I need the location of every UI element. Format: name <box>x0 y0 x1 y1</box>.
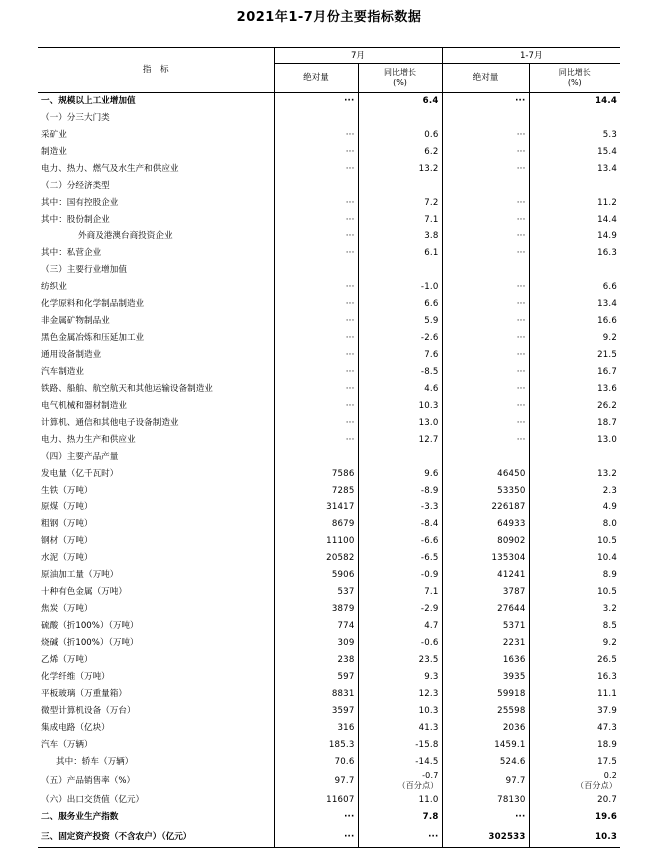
ytd-yoy-cell: 18.7 <box>529 414 620 431</box>
table-row <box>38 618 620 635</box>
ytd-yoy-header-label: 同比增长 <box>558 68 591 77</box>
table-row <box>38 601 620 618</box>
month-yoy-cell: -0.6 <box>358 635 442 652</box>
table-row <box>38 228 620 245</box>
ytd-abs-cell: ··· <box>442 194 529 211</box>
ytd-abs-cell <box>442 262 529 279</box>
ytd-yoy-cell: 26.2 <box>529 397 620 414</box>
month-yoy-cell: 6.6 <box>358 296 442 313</box>
month-yoy-cell: -1.0 <box>358 279 442 296</box>
month-abs-cell: ··· <box>274 143 358 160</box>
month-yoy-cell: 23.5 <box>358 651 442 668</box>
ytd-abs-cell: ··· <box>442 126 529 143</box>
row-label: 纺织业 <box>41 282 67 293</box>
row-label: 平板玻璃（万重量箱） <box>41 688 127 699</box>
table-row <box>38 792 620 809</box>
ytd-yoy-cell: 13.4 <box>529 160 620 177</box>
month-yoy-cell: 41.3 <box>358 719 442 736</box>
ytd-yoy-note: （百分点） <box>576 781 618 790</box>
table-row <box>38 380 620 397</box>
ytd-yoy-cell: 6.6 <box>529 279 620 296</box>
row-label: 电力、热力、燃气及水生产和供应业 <box>41 163 179 174</box>
month-abs-cell <box>274 177 358 194</box>
month-abs-cell: 597 <box>274 668 358 685</box>
table-row <box>38 177 620 194</box>
month-yoy-header <box>358 64 442 93</box>
indicator-header: 指 标 <box>38 48 274 93</box>
table-row <box>38 770 620 792</box>
table-row <box>38 753 620 770</box>
ytd-yoy-cell: 11.1 <box>529 685 620 702</box>
ytd-abs-cell <box>442 177 529 194</box>
row-label: 发电量（亿千瓦时） <box>41 468 119 479</box>
row-label: 其中：股份制企业 <box>41 214 110 225</box>
row-label: （四）主要产品产量 <box>41 451 119 462</box>
month-yoy-cell: -0.9 <box>358 567 442 584</box>
month-abs-cell: 309 <box>274 635 358 652</box>
row-label: （五）产品销售率（%） <box>41 776 136 786</box>
month-abs-cell: ··· <box>274 431 358 448</box>
month-yoy-cell: -3.3 <box>358 499 442 516</box>
ytd-yoy-cell: 17.5 <box>529 753 620 770</box>
row-label: 生铁（万吨） <box>41 485 93 496</box>
month-abs-cell: 238 <box>274 651 358 668</box>
row-label: 汽车制造业 <box>41 366 84 377</box>
month-abs-cell: ··· <box>274 826 358 848</box>
month-yoy-cell <box>358 262 442 279</box>
ytd-abs-cell: ··· <box>442 279 529 296</box>
month-yoy-cell: 9.3 <box>358 668 442 685</box>
month-abs-cell: 8831 <box>274 685 358 702</box>
month-yoy-cell: 5.9 <box>358 313 442 330</box>
ytd-abs-cell: 80902 <box>442 533 529 550</box>
month-abs-cell: ··· <box>274 414 358 431</box>
month-yoy-cell: 6.4 <box>358 93 442 110</box>
ytd-abs-cell: ··· <box>442 809 529 826</box>
month-yoy-cell: 12.3 <box>358 685 442 702</box>
table-row <box>38 448 620 465</box>
ytd-yoy-cell: 8.9 <box>529 567 620 584</box>
month-abs-cell: ··· <box>274 211 358 228</box>
ytd-abs-cell: 3787 <box>442 584 529 601</box>
month-yoy-cell: -2.6 <box>358 330 442 347</box>
ytd-yoy-cell: 2.3 <box>529 482 620 499</box>
month-abs-cell: ··· <box>274 279 358 296</box>
row-label: 微型计算机设备（万台） <box>41 705 136 716</box>
table-row <box>38 262 620 279</box>
ytd-abs-cell: ··· <box>442 347 529 364</box>
table-row <box>38 736 620 753</box>
month-abs-cell: 3879 <box>274 601 358 618</box>
row-label: 电力、热力生产和供应业 <box>41 434 136 445</box>
month-yoy-note: （百分点） <box>397 781 439 790</box>
row-label: 二、服务业生产指数 <box>41 812 119 823</box>
ytd-abs-cell <box>442 448 529 465</box>
month-yoy-cell: 12.7 <box>358 431 442 448</box>
ytd-yoy-cell: 4.9 <box>529 499 620 516</box>
month-yoy-cell: ··· <box>358 826 442 848</box>
ytd-yoy-cell: 9.2 <box>529 635 620 652</box>
row-label: 采矿业 <box>41 129 67 140</box>
month-abs-cell: ··· <box>274 296 358 313</box>
row-label: （一）分三大门类 <box>41 112 110 123</box>
month-yoy-cell: 13.2 <box>358 160 442 177</box>
month-abs-cell: 31417 <box>274 499 358 516</box>
ytd-abs-cell: ··· <box>442 397 529 414</box>
ytd-abs-cell: 135304 <box>442 550 529 567</box>
row-label: 原油加工量（万吨） <box>41 570 119 581</box>
month-abs-cell: ··· <box>274 228 358 245</box>
ytd-abs-cell: 226187 <box>442 499 529 516</box>
ytd-yoy-cell <box>529 262 620 279</box>
ytd-abs-cell: ··· <box>442 143 529 160</box>
ytd-yoy-cell <box>529 177 620 194</box>
ytd-yoy-cell: 15.4 <box>529 143 620 160</box>
table-row <box>38 93 620 110</box>
ytd-abs-cell: 64933 <box>442 516 529 533</box>
row-label: 通用设备制造业 <box>41 350 102 361</box>
ytd-abs-header: 绝对量 <box>442 64 529 93</box>
ytd-yoy-cell <box>529 448 620 465</box>
row-label: 其中：私营企业 <box>41 248 102 259</box>
table-row <box>38 431 620 448</box>
ytd-yoy-cell: 14.4 <box>529 211 620 228</box>
table-row <box>38 516 620 533</box>
table-row <box>38 533 620 550</box>
ytd-abs-cell: ··· <box>442 313 529 330</box>
month-yoy-cell: 6.2 <box>358 143 442 160</box>
row-label: 烧碱（折100%）（万吨） <box>41 637 139 648</box>
ytd-abs-cell: 53350 <box>442 482 529 499</box>
month-abs-cell: ··· <box>274 347 358 364</box>
table-row <box>38 143 620 160</box>
month-yoy-cell: -6.5 <box>358 550 442 567</box>
month-yoy-cell <box>358 448 442 465</box>
table-row <box>38 702 620 719</box>
row-label: 原煤（万吨） <box>41 502 93 513</box>
ytd-yoy-cell: 16.3 <box>529 668 620 685</box>
month-yoy-cell <box>358 770 442 792</box>
row-label: 电气机械和器材制造业 <box>41 400 127 411</box>
row-label: 钢材（万吨） <box>41 536 93 547</box>
table-row <box>38 685 620 702</box>
table-row <box>38 499 620 516</box>
row-label: 汽车（万辆） <box>41 739 93 750</box>
month-yoy-cell: -8.5 <box>358 364 442 381</box>
ytd-abs-cell: 2036 <box>442 719 529 736</box>
ytd-yoy-cell: 47.3 <box>529 719 620 736</box>
ytd-abs-cell: ··· <box>442 296 529 313</box>
ytd-abs-cell: ··· <box>442 431 529 448</box>
ytd-yoy-cell: 26.5 <box>529 651 620 668</box>
row-label: 一、规模以上工业增加值 <box>41 96 136 107</box>
month-abs-cell: 316 <box>274 719 358 736</box>
month-abs-cell: 11607 <box>274 792 358 809</box>
page-title: 2021年1-7月份主要指标数据 <box>236 10 422 25</box>
row-label: 铁路、船舶、航空航天和其他运输设备制造业 <box>41 383 213 394</box>
table-body <box>38 93 620 848</box>
month-abs-cell: 774 <box>274 618 358 635</box>
table-row <box>38 296 620 313</box>
ytd-abs-cell: 3935 <box>442 668 529 685</box>
month-yoy-cell: -8.9 <box>358 482 442 499</box>
table-row <box>38 465 620 482</box>
month-yoy-cell: 11.0 <box>358 792 442 809</box>
month-yoy-cell: -6.6 <box>358 533 442 550</box>
ytd-yoy-cell: 8.0 <box>529 516 620 533</box>
table-row <box>38 584 620 601</box>
month-abs-cell: ··· <box>274 809 358 826</box>
row-label: 黑色金属冶炼和压延加工业 <box>41 333 145 344</box>
table-row <box>38 809 620 826</box>
table-row <box>38 635 620 652</box>
month-yoy-cell: 3.8 <box>358 228 442 245</box>
ytd-abs-cell: ··· <box>442 211 529 228</box>
row-label: （三）主要行业增加值 <box>41 265 127 276</box>
month-abs-cell: 7586 <box>274 465 358 482</box>
table-row <box>38 364 620 381</box>
month-yoy-header-label: 同比增长 <box>384 68 416 77</box>
month-abs-cell <box>274 448 358 465</box>
table-row <box>38 313 620 330</box>
ytd-abs-cell: ··· <box>442 245 529 262</box>
ytd-abs-cell: 97.7 <box>442 770 529 792</box>
table-row <box>38 414 620 431</box>
ytd-yoy-cell: 16.6 <box>529 313 620 330</box>
table-row <box>38 668 620 685</box>
month-abs-cell: 11100 <box>274 533 358 550</box>
ytd-yoy-cell: 10.5 <box>529 533 620 550</box>
month-abs-cell <box>274 109 358 126</box>
month-yoy-cell: 13.0 <box>358 414 442 431</box>
ytd-abs-cell: 302533 <box>442 826 529 848</box>
month-yoy-header-unit: (%) <box>393 78 407 87</box>
ytd-yoy-cell: 11.2 <box>529 194 620 211</box>
ytd-abs-cell: ··· <box>442 364 529 381</box>
row-label: 非金属矿物制品业 <box>41 316 110 327</box>
table-row <box>38 211 620 228</box>
row-label: 水泥（万吨） <box>41 553 93 564</box>
ytd-yoy-cell: 21.5 <box>529 347 620 364</box>
row-label: （二）分经济类型 <box>41 180 110 191</box>
ytd-abs-cell: 2231 <box>442 635 529 652</box>
ytd-abs-cell: 1636 <box>442 651 529 668</box>
month-abs-cell: ··· <box>274 245 358 262</box>
month-abs-cell: ··· <box>274 380 358 397</box>
month-yoy-cell: 7.8 <box>358 809 442 826</box>
month-yoy-cell: 9.6 <box>358 465 442 482</box>
month-abs-cell: ··· <box>274 160 358 177</box>
ytd-yoy-cell: 9.2 <box>529 330 620 347</box>
ytd-yoy-header <box>529 64 620 93</box>
table-row <box>38 482 620 499</box>
month-yoy-cell: 6.1 <box>358 245 442 262</box>
month-abs-cell: ··· <box>274 194 358 211</box>
ytd-abs-cell: 78130 <box>442 792 529 809</box>
ytd-abs-cell: ··· <box>442 380 529 397</box>
ytd-yoy-cell: 5.3 <box>529 126 620 143</box>
ytd-yoy-cell: 37.9 <box>529 702 620 719</box>
month-abs-cell: 537 <box>274 584 358 601</box>
table-row <box>38 347 620 364</box>
month-abs-header: 绝对量 <box>274 64 358 93</box>
table-row <box>38 550 620 567</box>
ytd-abs-cell: 46450 <box>442 465 529 482</box>
month-yoy-cell: 4.7 <box>358 618 442 635</box>
row-label: 乙烯（万吨） <box>41 654 93 665</box>
ytd-yoy-cell: 16.3 <box>529 245 620 262</box>
month-yoy-cell: 7.2 <box>358 194 442 211</box>
ytd-yoy-cell <box>529 770 620 792</box>
row-label: 十种有色金属（万吨） <box>41 587 127 598</box>
month-abs-cell <box>274 262 358 279</box>
month-abs-cell: 185.3 <box>274 736 358 753</box>
ytd-abs-cell <box>442 109 529 126</box>
ytd-yoy-cell: 13.2 <box>529 465 620 482</box>
table-row <box>38 194 620 211</box>
month-yoy-cell: 7.6 <box>358 347 442 364</box>
row-label: 制造业 <box>41 146 67 157</box>
table-row <box>38 651 620 668</box>
ytd-yoy-cell: 16.7 <box>529 364 620 381</box>
ytd-abs-cell: 1459.1 <box>442 736 529 753</box>
table-row <box>38 826 620 848</box>
month-abs-cell: 97.7 <box>274 770 358 792</box>
row-label: 硫酸（折100%）（万吨） <box>41 621 139 632</box>
ytd-yoy-cell: 19.6 <box>529 809 620 826</box>
ytd-yoy-cell: 14.4 <box>529 93 620 110</box>
ytd-yoy-cell: 20.7 <box>529 792 620 809</box>
month-yoy-cell: -14.5 <box>358 753 442 770</box>
month-yoy-value: -0.7 <box>422 771 439 780</box>
row-label: （六）出口交货值（亿元） <box>41 795 145 806</box>
table-row <box>38 719 620 736</box>
month-abs-cell: 3597 <box>274 702 358 719</box>
ytd-yoy-cell: 13.6 <box>529 380 620 397</box>
month-abs-cell: 20582 <box>274 550 358 567</box>
ytd-yoy-cell: 13.0 <box>529 431 620 448</box>
row-label: 集成电路（亿块） <box>41 722 110 733</box>
ytd-yoy-cell: 14.9 <box>529 228 620 245</box>
row-label: 焦炭（万吨） <box>41 604 93 615</box>
ytd-yoy-cell: 10.5 <box>529 584 620 601</box>
row-label: 外商及港澳台商投资企业 <box>78 231 173 242</box>
month-abs-cell: ··· <box>274 313 358 330</box>
month-header: 7月 <box>274 48 442 64</box>
month-yoy-cell: -15.8 <box>358 736 442 753</box>
row-label: 计算机、通信和其他电子设备制造业 <box>41 417 179 428</box>
ytd-yoy-cell: 10.4 <box>529 550 620 567</box>
month-abs-cell: ··· <box>274 364 358 381</box>
month-abs-cell: ··· <box>274 397 358 414</box>
ytd-abs-cell: ··· <box>442 160 529 177</box>
row-label: 其中：国有控股企业 <box>41 197 119 208</box>
month-abs-cell: ··· <box>274 93 358 110</box>
ytd-abs-cell: 27644 <box>442 601 529 618</box>
month-yoy-cell: 7.1 <box>358 584 442 601</box>
month-abs-cell: 8679 <box>274 516 358 533</box>
table-row <box>38 245 620 262</box>
month-yoy-cell: 4.6 <box>358 380 442 397</box>
ytd-abs-cell: ··· <box>442 228 529 245</box>
ytd-header: 1-7月 <box>442 48 620 64</box>
month-yoy-cell: 10.3 <box>358 397 442 414</box>
month-yoy-cell <box>358 177 442 194</box>
month-yoy-cell: -2.9 <box>358 601 442 618</box>
ytd-yoy-cell: 13.4 <box>529 296 620 313</box>
ytd-abs-cell: 59918 <box>442 685 529 702</box>
table-row <box>38 126 620 143</box>
ytd-yoy-cell: 18.9 <box>529 736 620 753</box>
month-abs-cell: 5906 <box>274 567 358 584</box>
table-row <box>38 397 620 414</box>
table-row <box>38 109 620 126</box>
ytd-yoy-cell <box>529 109 620 126</box>
ytd-abs-cell: 524.6 <box>442 753 529 770</box>
row-label: 粗钢（万吨） <box>41 519 93 530</box>
row-label: 其中：轿车（万辆） <box>56 756 134 767</box>
row-label: 化学纤维（万吨） <box>41 671 110 682</box>
table-row <box>38 567 620 584</box>
table-row <box>38 279 620 296</box>
ytd-yoy-header-unit: (%) <box>567 78 582 87</box>
month-yoy-cell: -8.4 <box>358 516 442 533</box>
row-label: 三、固定资产投资（不含农户）（亿元） <box>38 826 274 848</box>
row-label: 化学原料和化学制品制造业 <box>41 299 145 310</box>
ytd-abs-cell: ··· <box>442 330 529 347</box>
month-abs-cell: ··· <box>274 126 358 143</box>
month-yoy-cell: 7.1 <box>358 211 442 228</box>
ytd-yoy-cell: 8.5 <box>529 618 620 635</box>
ytd-yoy-cell: 10.3 <box>529 826 620 848</box>
table-row <box>38 330 620 347</box>
ytd-abs-cell: ··· <box>442 414 529 431</box>
month-abs-cell: 7285 <box>274 482 358 499</box>
month-yoy-cell: 0.6 <box>358 126 442 143</box>
month-yoy-cell <box>358 109 442 126</box>
month-abs-cell: ··· <box>274 330 358 347</box>
ytd-abs-cell: 41241 <box>442 567 529 584</box>
indicators-table <box>38 47 620 848</box>
ytd-abs-cell: ··· <box>442 93 529 110</box>
ytd-abs-cell: 25598 <box>442 702 529 719</box>
ytd-yoy-cell: 3.2 <box>529 601 620 618</box>
month-abs-cell: 70.6 <box>274 753 358 770</box>
table-row <box>38 160 620 177</box>
ytd-yoy-value: 0.2 <box>603 771 618 780</box>
ytd-abs-cell: 5371 <box>442 618 529 635</box>
month-yoy-cell: 10.3 <box>358 702 442 719</box>
